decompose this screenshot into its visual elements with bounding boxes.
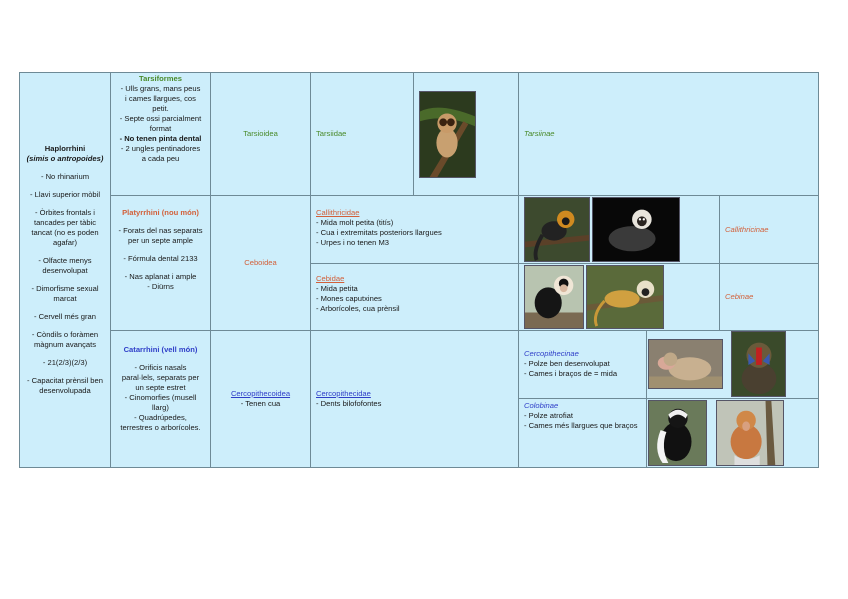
haplorrhini-subtitle: (simis o antropoides) — [26, 154, 104, 163]
capuchin-photo — [524, 265, 584, 329]
cercopithecoidea-cell — [210, 330, 311, 468]
catarrhini-trait: - Orificis nasals paral·lels, separats per un septe estret — [121, 363, 200, 392]
family-label: Tarsiidae — [316, 129, 347, 138]
tarsioidea-cell — [210, 72, 311, 196]
tarsiinae-cell — [518, 72, 819, 196]
haplorrhini-trait: - Òrbites frontals i tancades per tàbic tancat (no es poden agafar) — [31, 208, 99, 247]
platyrrhini-title: Platyrrhini (nou món) — [122, 208, 199, 217]
subfamily-trait: - Cames més llargues que braços — [524, 421, 638, 430]
haplorrhini-trait: - Còndils o foràmen màgnum avançats — [31, 330, 99, 349]
cercopithecidae-cell — [310, 330, 519, 468]
mandrill-photo — [731, 331, 786, 397]
superfamily-label: Ceboidea — [244, 258, 277, 267]
family-trait: - Cua i extremitats posteriors llargues — [316, 228, 442, 237]
subfamily-label: Tarsiinae — [524, 129, 555, 138]
tarsiformes-bold-trait: - No tenen pinta dental — [119, 134, 202, 143]
cercopithecinae-cell — [518, 330, 647, 399]
subfamily-trait: - Polze atrofiat — [524, 411, 573, 420]
platyrrhini-trait: - Diürns — [147, 282, 174, 291]
callithricinae-cell — [719, 195, 819, 264]
callithricidae-cell — [310, 195, 519, 264]
squirrel-monkey-photo — [586, 265, 664, 329]
haplorrhini-trait: - Dimorfisme sexual marcat — [31, 284, 99, 303]
family-label: Callithricidae — [316, 208, 360, 217]
catarrhini-cell — [110, 330, 211, 468]
superfamily-trait: - Tenen cua — [240, 399, 281, 408]
haplorrhini-title: Haplorrhini — [44, 144, 86, 153]
baboon-photo — [648, 339, 723, 389]
platyrrhini-cell — [110, 195, 211, 331]
superfamily-label: Tarsioidea — [243, 129, 278, 138]
subfamily-label: Callithricinae — [725, 224, 769, 234]
subfamily-label: Cebinae — [725, 292, 754, 301]
haplorrhini-cell — [19, 72, 111, 468]
family-label: Cercopithecidae — [316, 389, 371, 398]
family-trait: - Dents bilofofontes — [316, 399, 382, 408]
platyrrhini-trait: - Nas aplanat i ample — [124, 272, 197, 281]
haplorrhini-trait: - Capacitat prènsil ben desenvolupada — [27, 376, 103, 395]
tarsiformes-cell — [110, 72, 211, 196]
tarsiidae-cell — [310, 72, 414, 196]
golden-tamarin-photo — [524, 197, 590, 262]
family-trait: - Urpes i no tenen M3 — [316, 238, 390, 247]
platyrrhini-trait: - Forats del nas separats per un septe ample — [118, 226, 203, 245]
ceboidea-cell — [210, 195, 311, 331]
subfamily-trait: - Cames i braços de = mida — [524, 369, 618, 378]
subfamily-trait: - Polze ben desenvolupat — [524, 359, 610, 368]
family-trait: - Mida molt petita (titís) — [316, 218, 394, 227]
haplorrhini-trait: - Olfacte menys desenvolupat — [38, 256, 92, 275]
cebinae-cell — [719, 263, 819, 331]
family-label: Cebidae — [316, 274, 345, 283]
family-trait: - Arborícoles, cua prènsil — [316, 304, 400, 313]
platyrrhini-trait: - Fórmula dental 2133 — [123, 254, 198, 263]
colobus-photo — [648, 400, 707, 466]
superfamily-label: Cercopithecoidea — [230, 389, 291, 398]
colobinae-cell — [518, 398, 647, 468]
tarsier-photo — [419, 91, 476, 178]
tarsiformes-trait: - 2 ungles pentinadores a cada peu — [120, 144, 201, 163]
family-trait: - Mones caputxines — [316, 294, 382, 303]
haplorrhini-trait: - Llavi superior mòbil — [29, 190, 101, 199]
tarsiformes-trait: - Septe ossi parcialment format — [119, 114, 202, 133]
proboscis-monkey-photo — [716, 400, 784, 466]
haplorrhini-trait: - No rhinarium — [40, 172, 90, 181]
haplorrhini-trait: - Cervell més gran — [33, 312, 97, 321]
catarrhini-trait: - Cinomorfies (musell llarg) — [124, 393, 197, 412]
catarrhini-title: Catarrhini (vell món) — [123, 345, 198, 354]
haplorrhini-trait: - 21(2/3)(2/3) — [42, 358, 88, 367]
subfamily-label: Cercopithecinae — [524, 349, 579, 358]
tarsiformes-title: Tarsiformes — [139, 74, 182, 83]
tarsiformes-trait: - Ulls grans, mans peus i cames llargues, cos petit. — [120, 84, 201, 113]
family-trait: - Mida petita — [316, 284, 358, 293]
cebidae-cell — [310, 263, 519, 331]
marmoset-photo — [592, 197, 680, 262]
subfamily-label: Colobinae — [524, 401, 559, 410]
catarrhini-trait: - Quadrúpedes, terrestres o arborícoles. — [120, 413, 201, 432]
